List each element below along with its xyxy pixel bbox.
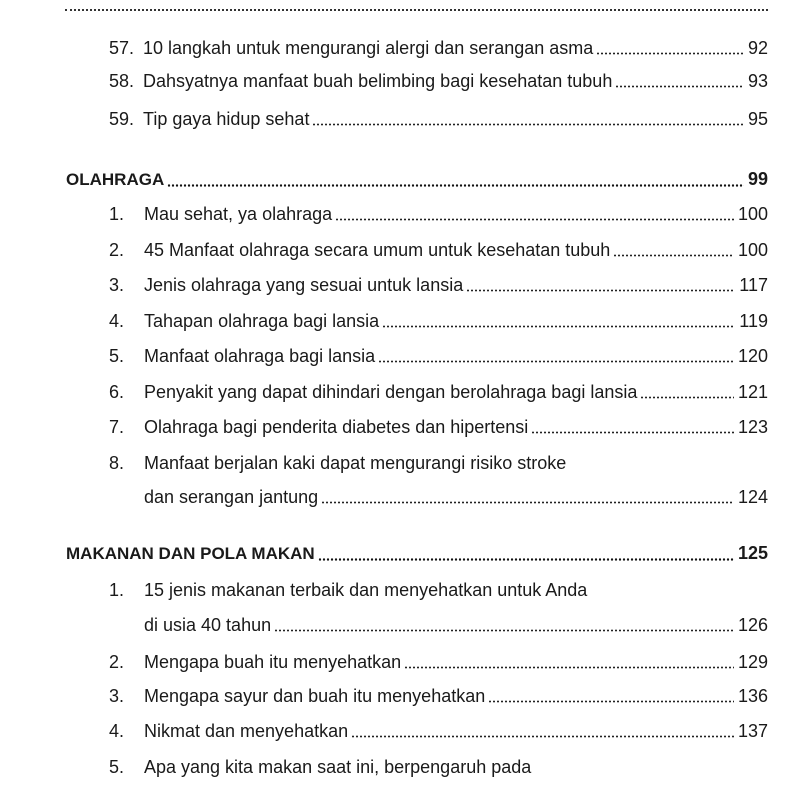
dot-leader: [488, 695, 734, 703]
toc-entry-number: 1.: [108, 580, 124, 600]
toc-entry: [0, 235, 800, 265]
toc-entry-number: 7.: [108, 417, 124, 437]
toc-section-leader: [66, 538, 768, 569]
toc-entry-title: Tip gaya hidup sehat: [143, 109, 310, 129]
toc-entry: [0, 412, 800, 442]
toc-entry-number: 57.: [108, 38, 134, 58]
toc-entry-leader: [144, 199, 768, 229]
toc-entry-number: 2.: [108, 240, 124, 260]
toc-section-heading: [0, 164, 800, 194]
toc-entry-leader: [144, 306, 768, 336]
section-page: 125: [737, 543, 768, 563]
toc-entry-number: 4.: [108, 311, 124, 331]
section-title: MAKANAN DAN POLA MAKAN: [66, 544, 315, 563]
toc-section-heading: [0, 538, 800, 568]
dot-leader: [167, 179, 744, 187]
toc-entry-number: 58.: [108, 71, 134, 91]
toc-entry: [0, 306, 800, 336]
toc-entry-number: 4.: [108, 721, 124, 741]
toc-entry-title: Mengapa buah itu menyehatkan: [144, 652, 402, 672]
toc-entry-leader: [144, 610, 768, 640]
toc-entry-number: 6.: [108, 382, 124, 402]
toc-entry-title: 10 langkah untuk mengurangi alergi dan serangan asma: [143, 38, 594, 58]
toc-entry-page: 126: [737, 615, 768, 635]
toc-entry-leader: [144, 412, 768, 442]
toc-entry-title-line2: di usia 40 tahun: [144, 615, 272, 635]
toc-entry-number: 5.: [108, 346, 124, 366]
toc-entry-title: Olahraga bagi penderita diabetes dan hipertensi: [144, 417, 529, 437]
toc-entry-page: 95: [747, 109, 768, 129]
toc-entry-page: 117: [739, 275, 768, 295]
toc-entry: [0, 341, 800, 371]
toc-entry-title-line2: dan serangan jantung: [144, 487, 319, 507]
toc-entry: [0, 270, 800, 300]
toc-entry-leader: [144, 341, 768, 371]
toc-entry-number: 1.: [108, 204, 124, 224]
toc-entry-leader: [144, 716, 768, 746]
toc-entry-leader: [143, 104, 768, 134]
toc-entry-title: Mengapa sayur dan buah itu menyehatkan: [144, 686, 486, 706]
toc-entry-title: 45 Manfaat olahraga secara umum untuk kesehatan tubuh: [144, 240, 611, 260]
toc-entry-continuation: [0, 482, 800, 512]
dot-leader: [596, 47, 744, 55]
toc-entry-page: 93: [747, 71, 768, 91]
toc-entry: [0, 716, 800, 746]
toc-entry-page: 100: [737, 204, 768, 224]
toc-entry-number: 3.: [108, 686, 124, 706]
toc-entry-leader: [144, 235, 768, 265]
toc-entry-page: 120: [737, 346, 768, 366]
toc-entry-leader: [144, 681, 768, 711]
toc-entry-page: 129: [737, 652, 768, 672]
dot-leader: [312, 118, 744, 126]
dot-leader: [382, 320, 735, 328]
toc-entry-page: 121: [737, 382, 768, 402]
section-page: 99: [747, 169, 768, 189]
toc-entry-number: 3.: [108, 275, 124, 295]
toc-entry-title: Mau sehat, ya olahraga: [144, 204, 333, 224]
toc-entry-title: Jenis olahraga yang sesuai untuk lansia: [144, 275, 464, 295]
toc-entry-title-line1: Manfaat berjalan kaki dapat mengurangi risiko stroke: [144, 453, 567, 473]
toc-entry-number: 8.: [108, 453, 124, 473]
toc-entry-page: 136: [737, 686, 768, 706]
toc-entry: [0, 377, 800, 407]
dot-leader: [321, 496, 734, 504]
toc-entry-leader: [144, 377, 768, 407]
toc-entry: [0, 752, 800, 782]
dot-leader: [640, 391, 734, 399]
dot-leader: [404, 661, 734, 669]
dot-leader: [335, 213, 734, 221]
toc-entry: [0, 104, 800, 134]
toc-entry-number: 5.: [108, 757, 124, 777]
dot-leader: [351, 730, 734, 738]
dot-leader: [531, 426, 734, 434]
toc-entry-title: Penyakit yang dapat dihindari dengan berolahraga bagi lansia: [144, 382, 638, 402]
toc-entry-title: Manfaat olahraga bagi lansia: [144, 346, 376, 366]
toc-entry-leader: [144, 647, 768, 677]
dot-leader: [615, 80, 744, 88]
toc-entry-page: 123: [737, 417, 768, 437]
toc-section-leader: [66, 164, 768, 195]
toc-entry-number: 2.: [108, 652, 124, 672]
toc-entry: [0, 448, 800, 478]
dot-leader: [613, 249, 734, 257]
dot-leader: [466, 284, 735, 292]
toc-entry-leader: [143, 66, 768, 96]
toc-entry-leader: [143, 33, 768, 63]
toc-entry-page: 119: [739, 311, 768, 331]
toc-entry-title: Apa yang kita makan saat ini, berpengaruh pada: [144, 757, 532, 777]
toc-entry-page: 100: [737, 240, 768, 260]
toc-entry-page: 92: [747, 38, 768, 58]
toc-entry-title: Tahapan olahraga bagi lansia: [144, 311, 380, 331]
toc-entry: [0, 33, 800, 63]
toc-entry: [0, 575, 800, 605]
toc-entry-number: 59.: [108, 109, 134, 129]
toc-entry-leader: [144, 270, 768, 300]
dot-leader: [318, 553, 734, 561]
toc-entry: [0, 66, 800, 96]
toc-entry: [0, 647, 800, 677]
toc-entry-leader: [144, 482, 768, 512]
toc-entry-title: Nikmat dan menyehatkan: [144, 721, 349, 741]
toc-entry: [0, 681, 800, 711]
toc-entry-page: 124: [737, 487, 768, 507]
dot-leader: [378, 355, 734, 363]
toc-entry: [0, 199, 800, 229]
toc-entry-title: Dahsyatnya manfaat buah belimbing bagi kesehatan tubuh: [143, 71, 613, 91]
toc-entry-page: 137: [737, 721, 768, 741]
top-dotted-rule: [65, 9, 768, 11]
toc-entry-continuation: [0, 610, 800, 640]
toc-entry-title-line1: 15 jenis makanan terbaik dan menyehatkan untuk Anda: [144, 580, 588, 600]
section-title: OLAHRAGA: [66, 170, 165, 189]
dot-leader: [274, 624, 734, 632]
